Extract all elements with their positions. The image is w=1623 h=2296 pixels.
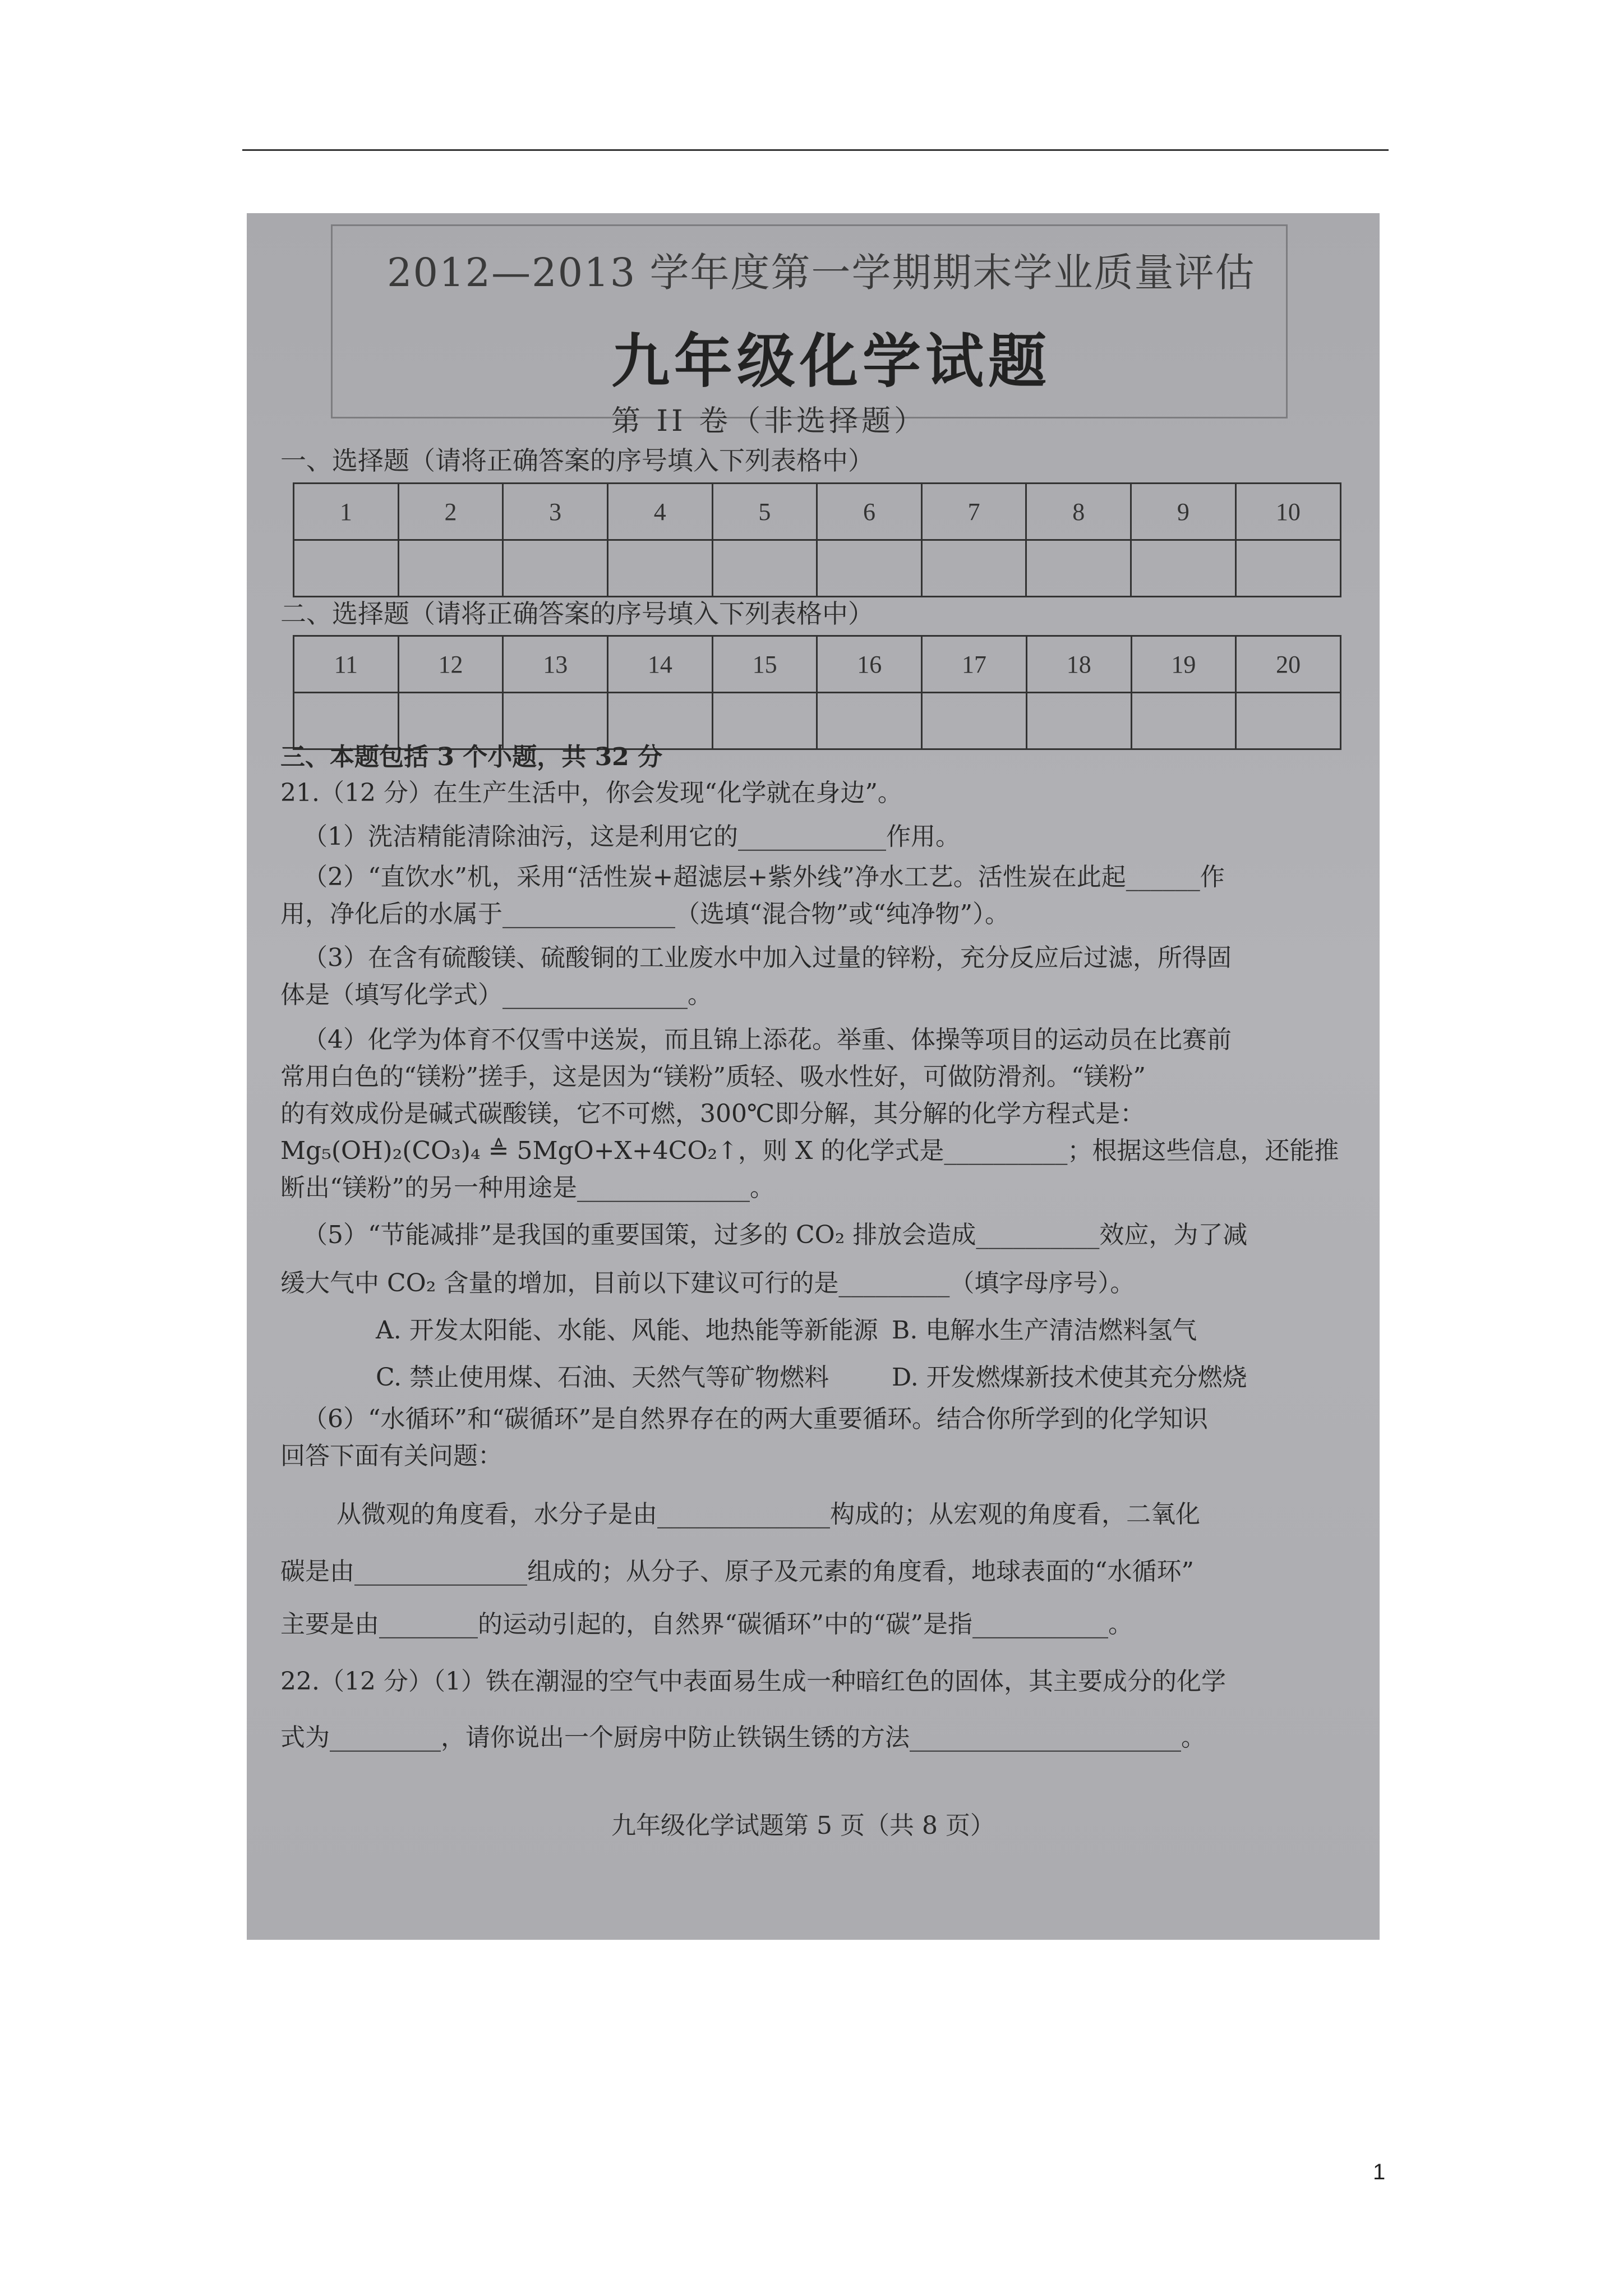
question-21-part4-equation: Mg₅(OH)₂(CO₃)₄ ≜ 5MgO+X+4CO₂↑，则 X 的化学式是__________；根据这些信息，还能推 — [280, 1137, 1339, 1165]
table-cell: 1 — [294, 484, 399, 540]
table-row — [294, 636, 1341, 693]
answer-cell — [1026, 540, 1131, 597]
table-cell: 5 — [712, 484, 817, 540]
answer-cell — [712, 693, 817, 749]
question-22-line1: 22.（12 分）（1）铁在潮湿的空气中表面易生成一种暗红色的固体，其主要成分的化学 — [280, 1667, 1226, 1696]
question-21-part6-line2: 回答下面有关问题： — [280, 1442, 502, 1470]
answer-cell — [921, 540, 1026, 597]
question-21-part3-line2: 体是（填写化学式）_______________。 — [280, 981, 712, 1009]
option-d: D. 开发燃煤新技术使其充分燃烧 — [892, 1363, 1247, 1392]
table-cell: 6 — [817, 484, 922, 540]
question-22-line2: 式为_________，请你说出一个厨房中防止铁锅生锈的方法______________________。 — [280, 1723, 1206, 1752]
question-21-part3-line1: （3）在含有硫酸镁、硫酸铜的工业废水中加入过量的锌粉，充分反应后过滤，所得固 — [303, 944, 1232, 972]
question-21-part6-line3: 从微观的角度看，水分子是由______________构成的；从宏观的角度看，二氧化 — [336, 1500, 1200, 1529]
table-cell: 9 — [1131, 484, 1236, 540]
section3-title: 三、本题包括 3 个小题，共 32 分 — [280, 743, 663, 771]
section1-title: 一、选择题（请将正确答案的序号填入下列表格中） — [280, 445, 874, 476]
answer-cell — [1235, 540, 1340, 597]
header-rule — [242, 149, 1389, 151]
question-21-part6-line1: （6）“水循环”和“碳循环”是自然界存在的两大重要循环。结合你所学到的化学知识 — [303, 1405, 1208, 1433]
page-number: 1 — [1373, 2160, 1386, 2184]
table-cell: 12 — [398, 636, 503, 693]
exam-title: 九年级化学试题 — [611, 326, 1052, 395]
table-cell: 8 — [1026, 484, 1131, 540]
answer-cell — [817, 540, 922, 597]
answer-table-1 — [293, 482, 1341, 597]
question-21-part5-line2: 缓大气中 CO₂ 含量的增加，目前以下建议可行的是_________（填字母序号）。 — [280, 1269, 1135, 1297]
answer-cell — [1131, 693, 1236, 749]
answer-cell — [607, 540, 712, 597]
answer-cell — [922, 693, 1027, 749]
answer-table-2 — [293, 635, 1341, 750]
answer-cell — [503, 540, 608, 597]
answer-cell — [294, 540, 399, 597]
answer-cell — [398, 540, 503, 597]
exam-year-title: 2012—2013 学年度第一学期期末学业质量评估 — [387, 250, 1256, 296]
table-cell: 4 — [607, 484, 712, 540]
table-cell: 17 — [922, 636, 1027, 693]
table-cell: 15 — [712, 636, 817, 693]
question-21-intro: 21.（12 分）在生产生活中，你会发现“化学就在身边”。 — [280, 779, 902, 807]
table-cell: 18 — [1026, 636, 1131, 693]
answer-cell — [712, 540, 817, 597]
question-21-part2-line2: 用，净化后的水属于______________（选填“混合物”或“纯净物”）。 — [280, 900, 1009, 928]
question-21-part4-line3: 的有效成份是碱式碳酸镁，它不可燃，300℃即分解，其分解的化学方程式是： — [280, 1099, 1145, 1128]
question-21-part6-line4: 碳是由______________组成的；从分子、原子及元素的角度看，地球表面的“水循环” — [280, 1557, 1194, 1586]
table-row — [294, 484, 1341, 540]
option-b: B. 电解水生产清洁燃料氢气 — [892, 1316, 1197, 1345]
question-21-part2-line1: （2）“直饮水”机，采用“活性炭+超滤层+紫外线”净水工艺。活性炭在此起______作 — [303, 863, 1225, 891]
question-21-part5-line1: （5）“节能减排”是我国的重要国策，过多的 CO₂ 排放会造成__________效应，为了减 — [303, 1221, 1248, 1249]
table-cell: 3 — [503, 484, 608, 540]
answer-cell — [1026, 693, 1131, 749]
exam-volume: 第 II 卷（非选择题） — [611, 404, 927, 438]
option-a: A. 开发太阳能、水能、风能、地热能等新能源 — [376, 1316, 878, 1345]
question-21-part4-line1: （4）化学为体育不仅雪中送炭，而且锦上添花。举重、体操等项目的运动员在比赛前 — [303, 1025, 1232, 1054]
answer-cell — [817, 693, 922, 749]
answer-cell — [1131, 540, 1236, 597]
table-cell: 16 — [817, 636, 922, 693]
table-cell: 7 — [921, 484, 1026, 540]
table-cell: 13 — [503, 636, 608, 693]
table-cell: 20 — [1236, 636, 1341, 693]
question-21-part4-line2: 常用白色的“镁粉”搓手，这是因为“镁粉”质轻、吸水性好，可做防滑剂。“镁粉” — [280, 1062, 1146, 1091]
table-cell: 11 — [294, 636, 399, 693]
answer-cell — [1236, 693, 1341, 749]
table-row — [294, 540, 1341, 597]
table-cell: 19 — [1131, 636, 1236, 693]
scanned-exam-page — [247, 213, 1380, 1940]
option-c: C. 禁止使用煤、石油、天然气等矿物燃料 — [376, 1363, 829, 1392]
question-21-part6-line5: 主要是由________的运动引起的，自然界“碳循环”中的“碳”是指___________。 — [280, 1610, 1133, 1639]
table-cell: 10 — [1235, 484, 1340, 540]
table-cell: 14 — [608, 636, 713, 693]
exam-page-footer: 九年级化学试题第 5 页（共 8 页） — [611, 1811, 995, 1840]
table-cell: 2 — [398, 484, 503, 540]
question-21-part1: （1）洗洁精能清除油污，这是利用它的____________作用。 — [303, 822, 960, 851]
question-21-part4-line5: 断出“镁粉”的另一种用途是______________。 — [280, 1174, 774, 1202]
section2-title: 二、选择题（请将正确答案的序号填入下列表格中） — [280, 599, 874, 629]
